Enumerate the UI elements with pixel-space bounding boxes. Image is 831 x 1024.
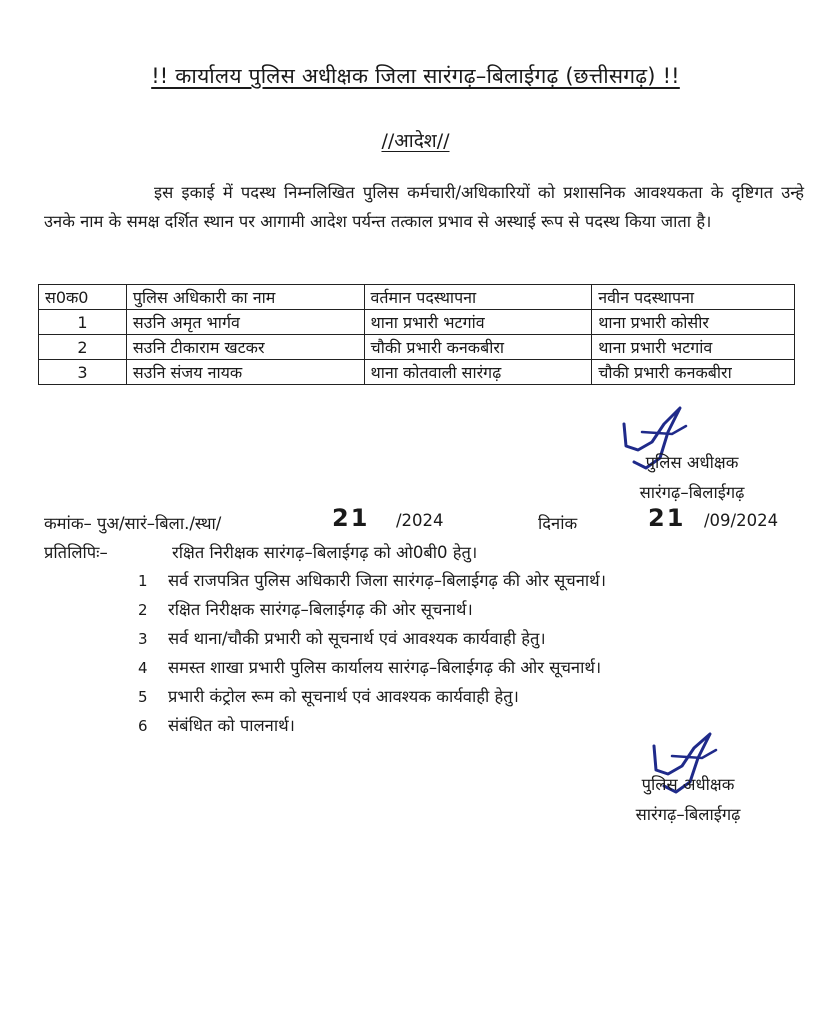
signature-block-2 [608,770,768,830]
signatory-designation: पुलिस अधीक्षक [641,775,735,794]
cell-current-posting: थाना प्रभारी भटगांव [364,310,592,335]
list-item-text: संबंधित को पालनार्थ। [168,716,295,735]
cell-current-posting: थाना कोतवाली सारंगढ़ [364,360,592,385]
list-item [138,624,606,653]
table-row [39,310,795,335]
cell-new-posting: थाना प्रभारी कोसीर [592,310,795,335]
list-item-number: 1 [138,572,148,590]
order-heading-text: //आदेश// [381,130,450,152]
cell-name: सउनि अमृत भार्गव [126,310,364,335]
cell-name: सउनि संजय नायक [126,360,364,385]
table-row [39,335,795,360]
list-item-text: प्रभारी कंट्रोल रूम को सूचनार्थ एवं आवश्यक कार्यवाही हेतु। [168,687,519,706]
list-item [138,595,606,624]
list-item-text: सर्व राजपत्रित पुलिस अधिकारी जिला सारंगढ़–बिलाईगढ़ की ओर सूचनार्थ। [168,571,606,590]
order-year: /2024 [396,511,444,530]
cell-serial: 3 [39,360,127,385]
signature-block-1 [612,448,772,508]
list-item [138,711,606,740]
posting-table [38,284,795,385]
order-reference-line [44,504,804,538]
signatory-location: सारंगढ़–बिलाईगढ़ [635,805,741,824]
col-header-new-posting: नवीन पदस्थापना [592,285,795,310]
list-item-text: समस्त शाखा प्रभारी पुलिस कार्यालय सारंगढ़–बिलाईगढ़ की ओर सूचनार्थ। [168,658,602,677]
list-item-text: सर्व थाना/चौकी प्रभारी को सूचनार्थ एवं आवश्यक कार्यवाही हेतु। [168,629,546,648]
date-month-year: /09/2024 [704,511,779,530]
cell-new-posting: चौकी प्रभारी कनकबीरा [592,360,795,385]
cell-current-posting: चौकी प्रभारी कनकबीरा [364,335,592,360]
col-header-serial: स0क0 [39,285,127,310]
copy-label: प्रतिलिपिः– [44,543,108,562]
signatory-location: सारंगढ़–बिलाईगढ़ [639,483,745,502]
date-day-handwritten: 21 [648,504,686,532]
signatory-designation: पुलिस अधीक्षक [645,453,739,472]
col-header-name: पुलिस अधिकारी का नाम [126,285,364,310]
copy-recipient-list [138,566,606,740]
list-item-number: 3 [138,630,148,648]
cell-name: सउनि टीकाराम खटकर [126,335,364,360]
list-item-number: 6 [138,717,148,735]
list-item-number: 5 [138,688,148,706]
order-heading [0,127,831,153]
order-paragraph: इस इकाई में पदस्थ निम्नलिखित पुलिस कर्मचारी/अधिकारियों को प्रशासनिक आवश्यकता के दृष्टिगत उन्हे उनके नाम के समक्ष दर्शित स्थान पर आगामी आदेश पर्यन्त तत्काल प्रभाव से अस्थाई रूप से पदस्थ किया जाता है। [44,183,804,231]
list-item [138,682,606,711]
date-label: दिनांक [538,514,578,533]
table-row [39,360,795,385]
cell-serial: 2 [39,335,127,360]
office-title [0,62,831,90]
office-title-text: !! कार्यालय पुलिस अधीक्षक जिला सारंगढ़–बिलाईगढ़ (छत्तीसगढ़) !! [151,64,680,88]
list-item [138,566,606,595]
copy-first-recipient: रक्षित निरीक्षक सारंगढ़–बिलाईगढ़ को ओ0बी0 हेतु। [172,543,478,562]
list-item-number: 4 [138,659,148,677]
list-item [138,653,606,682]
table-header-row [39,285,795,310]
col-header-current-posting: वर्तमान पदस्थापना [364,285,592,310]
cell-new-posting: थाना प्रभारी भटगांव [592,335,795,360]
list-item-text: रक्षित निरीक्षक सारंगढ़–बिलाईगढ़ की ओर सूचनार्थ। [168,600,473,619]
cell-serial: 1 [39,310,127,335]
order-number-handwritten: 21 [332,504,370,532]
list-item-number: 2 [138,601,148,619]
order-number-prefix: कमांक– पुअ/सारं–बिला./स्था/ [44,514,222,533]
